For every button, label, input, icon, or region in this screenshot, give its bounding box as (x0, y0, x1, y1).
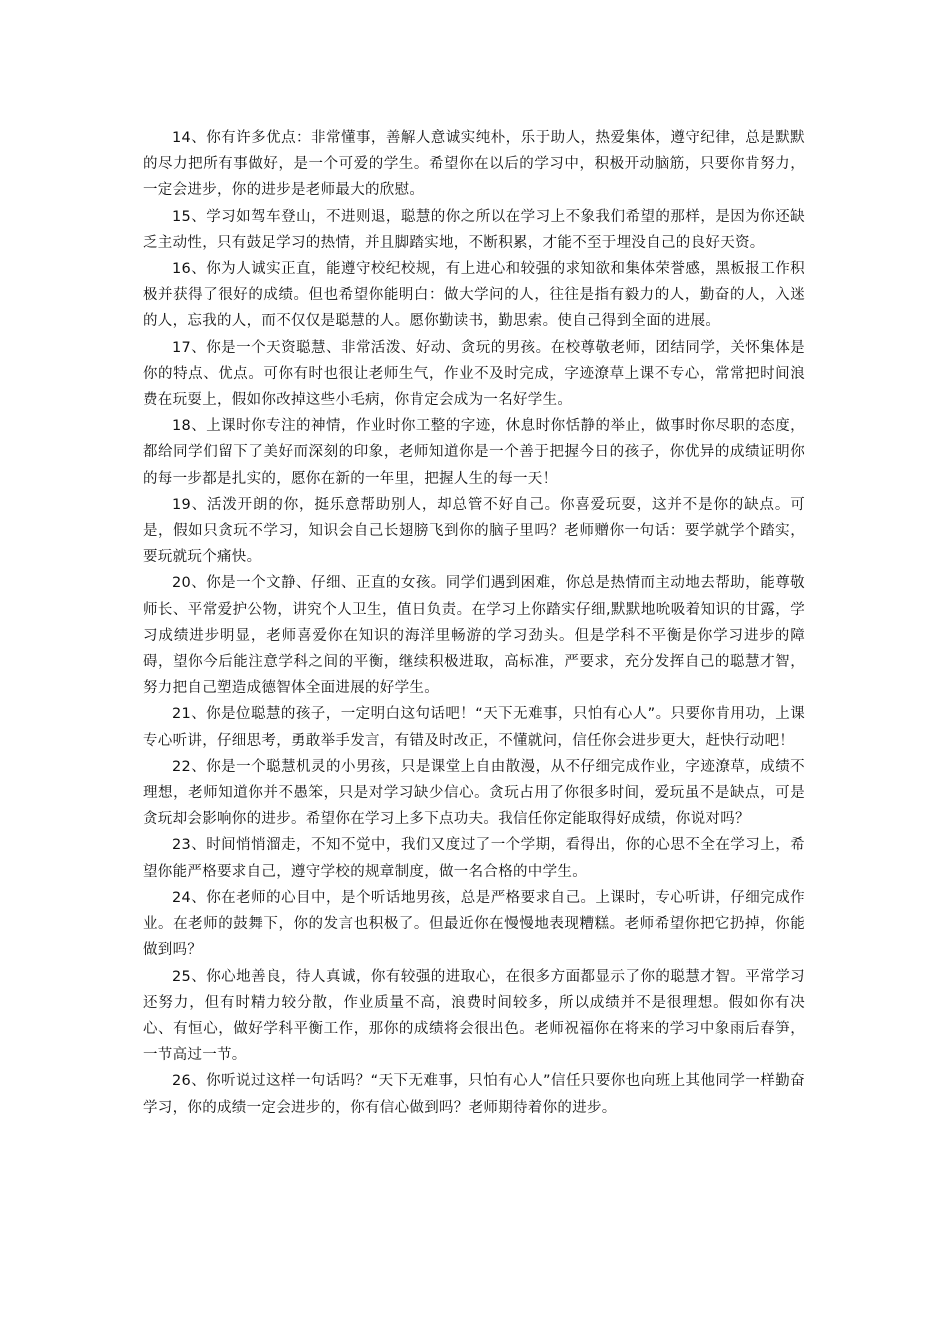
comment-paragraph-20: 20、你是一个文静、仔细、正直的女孩。同学们遇到困难，你总是热情而主动地去帮助，能尊敬师长、平常爱护公物，讲究个人卫生，值日负责。在学习上你踏实仔细,默默地吮吸着知识的甘露，学习成绩进步明显，老师喜爱你在知识的海洋里畅游的学习劲头。但是学科不平衡是你学习进步的障碍，望你今后能注意学科之间的平衡，继续积极进取，高标准，严要求，充分发挥自己的聪慧才智，努力把自己塑造成德智体全面进展的好学生。 (143, 575, 805, 697)
comment-paragraph-26: 26、你听说过这样一句话吗？“天下无难事，只怕有心人”信任只要你也向班上其他同学一样勤奋学习，你的成绩一定会进步的，你有信心做到吗？老师期待着你的进步。 (143, 1073, 805, 1116)
comment-paragraph-15: 15、学习如驾车登山，不进则退，聪慧的你之所以在学习上不象我们希望的那样，是因为你还缺乏主动性，只有鼓足学习的热情，并且脚踏实地，不断积累，才能不至于埋没自己的良好天资。 (143, 208, 805, 251)
comment-paragraph-19: 19、活泼开朗的你，挺乐意帮助别人，却总管不好自己。你喜爱玩耍，这并不是你的缺点。可是，假如只贪玩不学习，知识会自己长翅膀飞到你的脑子里吗？老师赠你一句话：要学就学个踏实，要玩就玩个痛快。 (143, 496, 805, 566)
comment-paragraph-22: 22、你是一个聪慧机灵的小男孩，只是课堂上自由散漫，从不仔细完成作业，字迹潦草，成绩不理想，老师知道你并不愚笨，只是对学习缺少信心。贪玩占用了你很多时间，爱玩虽不是缺点，可是贪玩却会影响你的进步。希望你在学习上多下点功夫。我信任你定能取得好成绩，你说对吗？ (143, 758, 805, 828)
comment-paragraph-25: 25、你心地善良，待人真诚，你有较强的进取心，在很多方面都显示了你的聪慧才智。平常学习还努力，但有时精力较分散，作业质量不高，浪费时间较多，所以成绩并不是很理想。假如你有决心、有恒心，做好学科平衡工作，那你的成绩将会很出色。老师祝福你在将来的学习中象雨后春笋，一节高过一节。 (143, 968, 805, 1064)
document-body (143, 125, 805, 1121)
comment-paragraph-21: 21、你是位聪慧的孩子，一定明白这句话吧！“天下无难事，只怕有心人”。只要你肯用功，上课专心听讲，仔细思考，勇敢举手发言，有错及时改正，不懂就问，信任你会进步更大，赶快行动吧！ (143, 706, 805, 749)
comment-paragraph-23: 23、时间悄悄溜走，不知不觉中，我们又度过了一个学期，看得出，你的心思不全在学习上，希望你能严格要求自己，遵守学校的规章制度，做一名合格的中学生。 (143, 837, 805, 880)
comment-paragraph-17: 17、你是一个天资聪慧、非常活泼、好动、贪玩的男孩。在校尊敬老师，团结同学，关怀集体是你的特点、优点。可你有时也很让老师生气，作业不及时完成，字迹潦草上课不专心，常常把时间浪费在玩耍上，假如你改掉这些小毛病，你肯定会成为一名好学生。 (143, 339, 805, 409)
comment-paragraph-18: 18、上课时你专注的神情，作业时你工整的字迹，休息时你恬静的举止，做事时你尽职的态度，都给同学们留下了美好而深刻的印象，老师知道你是一个善于把握今日的孩子，你优异的成绩证明你的每一步都是扎实的，愿你在新的一年里，把握人生的每一天！ (143, 418, 805, 487)
comment-paragraph-24: 24、你在老师的心目中，是个听话地男孩，总是严格要求自己。上课时，专心听讲，仔细完成作业。在老师的鼓舞下，你的发言也积极了。但最近你在慢慢地表现糟糕。老师希望你把它扔掉，你能做到吗？ (143, 889, 805, 959)
comment-paragraph-16: 16、你为人诚实正直，能遵守校纪校规，有上进心和较强的求知欲和集体荣誉感，黑板报工作积极并获得了很好的成绩。但也希望你能明白：做大学问的人，往往是指有毅力的人，勤奋的人，入迷的人，忘我的人，而不仅仅是聪慧的人。愿你勤读书，勤思索。使自己得到全面的进展。 (143, 261, 805, 330)
comment-paragraph-14: 14、你有许多优点：非常懂事，善解人意诚实纯朴，乐于助人，热爱集体，遵守纪律，总是默默的尽力把所有事做好，是一个可爱的学生。希望你在以后的学习中，积极开动脑筋，只要你肯努力，一定会进步，你的进步是老师最大的欣慰。 (143, 130, 805, 199)
